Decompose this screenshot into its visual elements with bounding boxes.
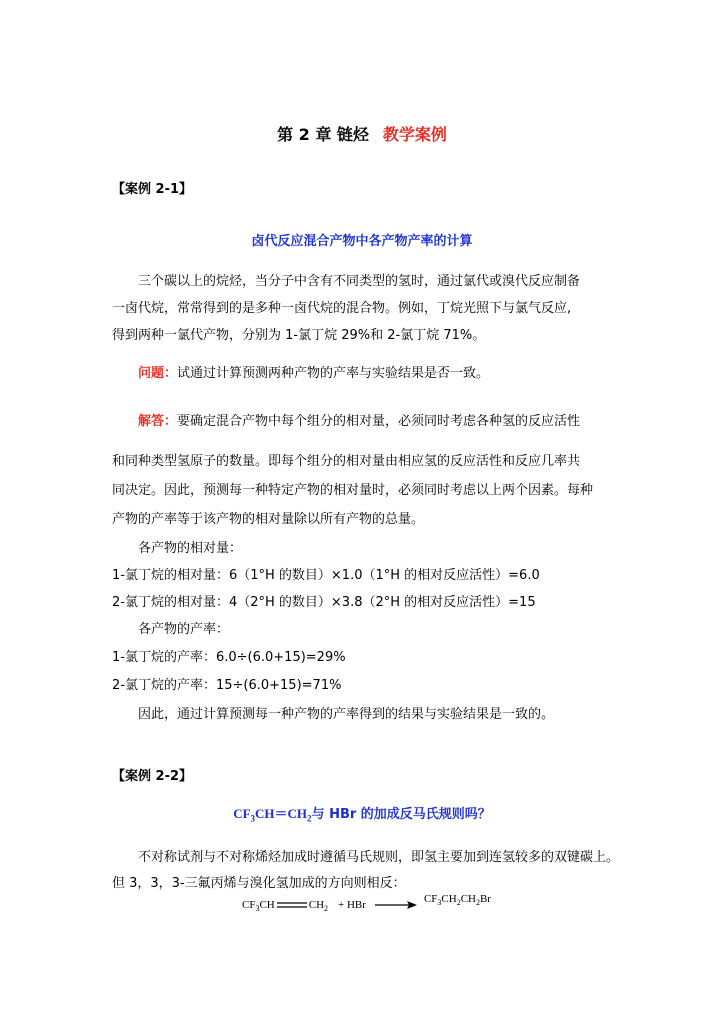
case-2-2-line-2: 但 3，3，3-三氟丙烯与溴化氢加成的方向则相反： <box>112 876 406 891</box>
product: $CF_3CH_2CH_2Br$ <box>423 893 491 908</box>
page-title <box>0 122 724 145</box>
reaction-equation: $CF_3CH$ $CH_2$ + HBr $CF_3CH_2CH_2Br$ <box>242 893 491 914</box>
case-2-2-heading: $CF_3CH=CH_2$与 HBr 的加成反马氏规则吗？ <box>233 806 491 824</box>
answer-label: 解答： <box>138 414 178 429</box>
answer-line-2: 和同种类型氢原子的数量。即每个组分的相对量由相应氢的反应活性和反应几率共 <box>112 454 581 469</box>
answer-line-3: 同决定。因此，预测每一种特定产物的相对量时，必须同时考虑以上两个因素。每种 <box>112 483 594 498</box>
answer-first-line: 要确定混合产物中每个组分的相对量，必须同时考虑各种氢的反应活性 <box>177 414 581 429</box>
reactant: $CF_3CH$ <box>242 899 275 914</box>
calc-header-yield: 各产物的产率： <box>138 622 230 637</box>
question-text: 试通过计算预测两种产物的产率与实验结果是否一致。 <box>177 366 490 381</box>
answer-paragraph <box>138 410 580 429</box>
case-2-1-label: 【案例 2-1】 <box>112 182 193 197</box>
question-paragraph <box>138 362 489 381</box>
reagent-hbr: + HBr <box>338 899 366 911</box>
reaction-arrow-icon <box>374 900 418 910</box>
question-label: 问题： <box>138 366 178 381</box>
answer-line-4: 产物的产率等于该产物的相对量除以所有产物的总量。 <box>112 512 425 527</box>
intro-line-3: 得到两种一氯代产物，分别为 1-氯丁烷 29%和 2-氯丁烷 71%。 <box>112 328 486 343</box>
case-2-1-heading: 卤代反应混合产物中各产物产率的计算 <box>251 234 473 249</box>
intro-line-1: 三个碳以上的烷烃，当分子中含有不同类型的氢时，通过氯代或溴代反应制备 <box>138 274 581 289</box>
double-bond-icon <box>276 900 308 910</box>
calc-conclusion: 因此，通过计算预测每一种产物的产率得到的结果与实验结果是一致的。 <box>138 707 555 722</box>
intro-line-2: 一卤代烷，常常得到的是多种一卤代烷的混合物。例如，丁烷光照下与氯气反应, <box>112 301 572 316</box>
calc-1-chlorobutane-yield: 1-氯丁烷的产率：6.0÷(6.0+15)=29% <box>112 650 346 665</box>
chapter-title: 第 2 章 链烃 <box>277 125 369 144</box>
case-2-2-label: 【案例 2-2】 <box>112 769 193 784</box>
calc-2-chlorobutane-amount: 2-氯丁烷的相对量：4（2°H 的数目）×3.8（2°H 的相对反应活性）=15 <box>112 595 536 610</box>
case-2-2-line-1: 不对称试剂与不对称烯烃加成时遵循马氏规则，即氢主要加到连氢较多的双键碳上。 <box>138 850 620 865</box>
calc-2-chlorobutane-yield: 2-氯丁烷的产率：15÷(6.0+15)=71% <box>112 678 342 693</box>
calc-header-amount: 各产物的相对量： <box>138 541 243 556</box>
chapter-highlight: 教学案例 <box>382 125 447 144</box>
calc-1-chlorobutane-amount: 1-氯丁烷的相对量：6（1°H 的数目）×1.0（1°H 的相对反应活性）=6.0 <box>112 568 540 583</box>
